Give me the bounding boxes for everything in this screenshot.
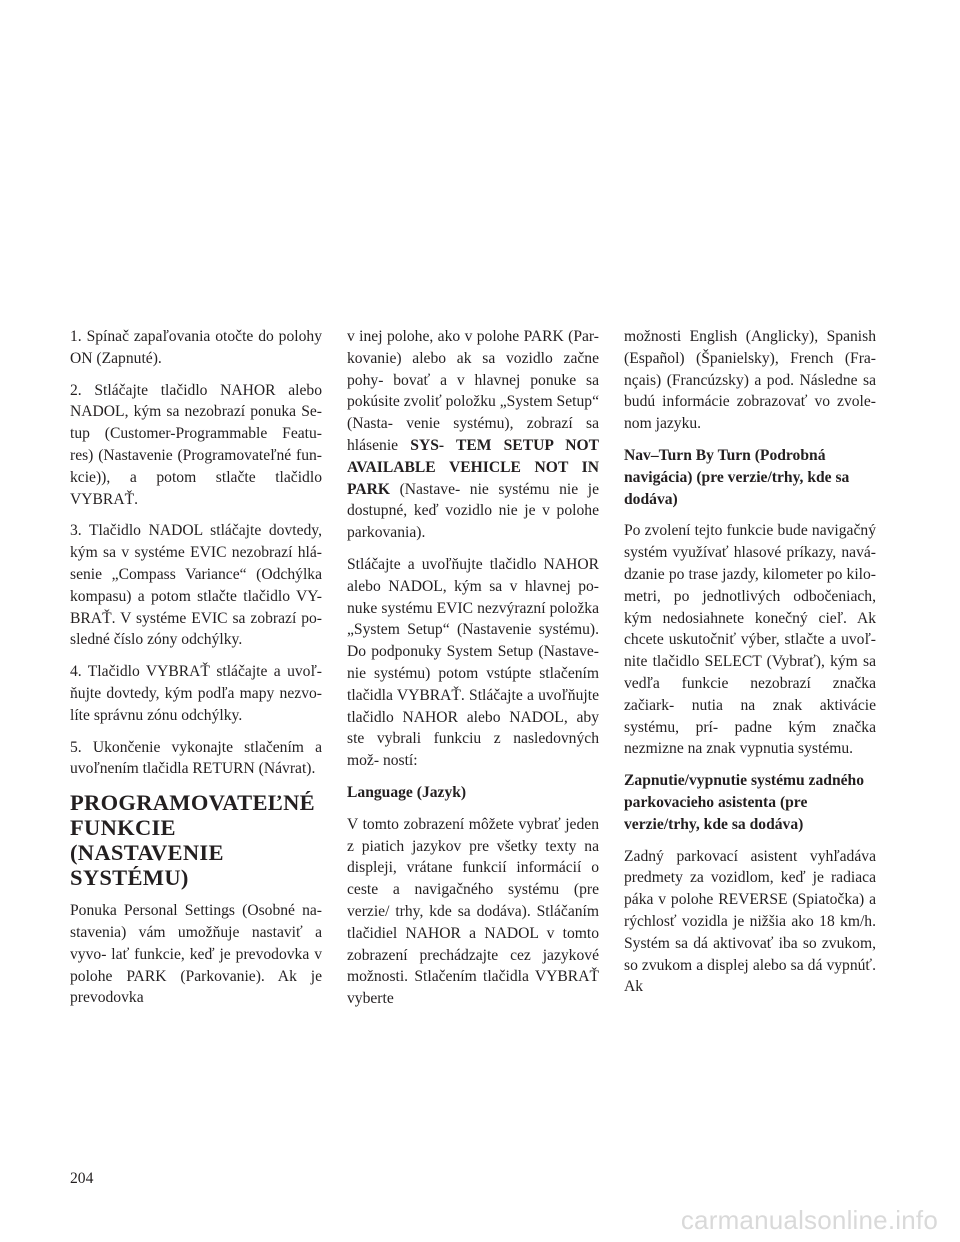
watermark: carmanualsonline.info xyxy=(680,1205,938,1235)
language-options-paragraph: možnosti English (Anglicky), Spanish (Español) (Španielsky), French (Fra- nçais) (Francúzsky) a pod. Následne sa budú informácie zobrazovať vo zvole- nom jazyku. xyxy=(624,328,876,433)
language-paragraph: V tomto zobrazení môžete vybrať jeden z piatich jazykov pre všetky texty na displeji, vrátane funkcií informácií o ceste a navigačného systému (pre verzie/ trhy, kde sa dodáva). Stláčaním tlačidiel NAHOR a NADOL v tomto zobrazení prechádzajte cez jazykové možnosti. Stlačením tlačidla VYBRAŤ vyberte xyxy=(347,815,599,1008)
page-number: 204 xyxy=(70,1170,94,1187)
not-available-paragraph xyxy=(347,326,599,544)
step-5: 5. Ukončenie vykonajte stlačením a uvoľnením tlačidla RETURN (Návrat). xyxy=(70,738,322,778)
not-available-text-start: v inej polohe, ako v polohe PARK (Par- kovanie) alebo ak sa vozidlo začne pohy- bovať a v hlavnej ponuke sa pokúsite zvoliť položku „System Setup“ (Nasta- venie systému), zobrazí sa hlásenie xyxy=(347,328,599,454)
language-subheading: Language (Jazyk) xyxy=(347,783,467,801)
column-right xyxy=(624,326,876,1008)
nav-paragraph: Po zvolení tejto funkcie bude navigačný systém využívať hlasové príkazy, navá- dzanie po trase jazdy, kilometer po kilo- metri, po jednotlivých odbočeniach, kým nedosiahnete konečný cieľ. Ak chcete uskutočniť výber, stlačte a uvoľ- nite tlačidlo SELECT (Vybrať), kým sa vedľa funkcie nezobrazí značka začiark- nutia na znak aktivácie systému, prí- padne kým značka nezmizne na znak vypnutia systému. xyxy=(624,522,876,758)
park-assist-paragraph: Zadný parkovací asistent vyhľadáva predmety za vozidlom, keď je radiaca páka v polohe REVERSE (Spiatočka) a rýchlosť vozidla je nižšia ako 18 km/h. Systém sa dá aktivovať iba so zvukom, so zvukom a displej alebo sa dá vypnúť. Ak xyxy=(624,847,876,996)
step-2: 2. Stláčajte tlačidlo NAHOR alebo NADOL, kým sa nezobrazí ponuka Se- tup (Customer-Programmable Featu- res) (Nastavenie (Programovateľné fun- kcie)), a potom stlačte tlačidlo VYBRAŤ. xyxy=(70,381,322,508)
section-heading: PROGRAMOVATEĽNÉ FUNKCIE (NASTAVENIE SYSTÉMU) xyxy=(70,790,315,891)
step-1: 1. Spínač zapaľovania otočte do polohy ON (Zapnuté). xyxy=(70,328,322,367)
step-4: 4. Tlačidlo VYBRAŤ stláčajte a uvoľ- ňujte dovtedy, kým podľa mapy nezvo- líte správnu zónu odchýlky. xyxy=(70,663,322,724)
not-available-message: SYS- TEM SETUP NOT AVAILABLE VEHICLE NOT IN PARK xyxy=(347,436,599,498)
park-assist-subheading: Zapnutie/vypnutie systému zadného parkovacieho asistenta (pre verzie/trhy, kde sa dodáva) xyxy=(624,772,865,833)
not-available-text-end: (Nastave- nie systému nie je dostupné, keď vozidlo nie je v polohe parkovania). xyxy=(347,480,599,542)
section-intro: Ponuka Personal Settings (Osobné na- stavenia) vám umožňuje nastaviť a vyvo- lať funkcie, keď je prevodovka v polohe PARK (Parkovanie). Ak je prevodovka xyxy=(70,902,322,1007)
system-setup-paragraph: Stláčajte a uvoľňujte tlačidlo NAHOR alebo NADOL, kým sa v hlavnej po- nuke systému EVIC nezvýrazní položka „System Setup“ (Nastavenie systému). Do podponuky System Setup (Nastave- nie systému) potom vstúpte stlačením tlačidla VYBRAŤ. Stláčajte a uvoľňujte tlačidlo NAHOR alebo NADOL, aby ste vybrali funkciu z nasledovných mož- ností: xyxy=(347,555,599,770)
column-middle xyxy=(347,326,599,1020)
column-left xyxy=(70,326,322,1019)
nav-subheading: Nav–Turn By Turn (Podrobná navigácia) (pre verzie/trhy, kde sa dodáva) xyxy=(624,446,850,508)
step-3: 3. Tlačidlo NADOL stláčajte dovtedy, kým sa v systéme EVIC nezobrazí hlá- senie „Compass Variance“ (Odchýlka kompasu) a potom stlačte tlačidlo VY- BRAŤ. V systéme EVIC sa zobrazí po- sledné číslo zóny odchýlky. xyxy=(70,522,322,649)
